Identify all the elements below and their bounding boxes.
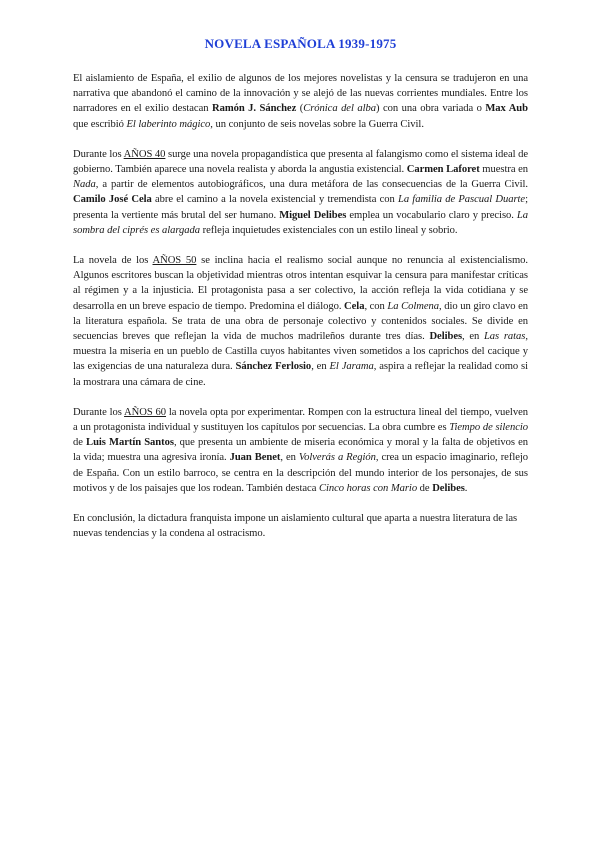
- author-name: Ramón J. Sánchez: [211, 103, 297, 115]
- author-name: Cela: [344, 300, 365, 312]
- text-span: .: [464, 482, 468, 494]
- decade-heading: AÑOS 60: [124, 406, 167, 418]
- text-span: surge una novela propagandística que presenta al falangismo como el sistema ideal de gobierno. También aparece una novela realista y aborda la angustia existencial.: [73, 148, 528, 176]
- author-name: Sánchez Ferlosio: [235, 361, 312, 373]
- text-span: refleja inquietudes existenciales con un estilo lineal y sobrio.: [200, 224, 458, 236]
- author-name: Luis Martín Santos: [86, 437, 174, 449]
- work-title: Nada: [73, 179, 96, 191]
- text-span: , en: [280, 452, 299, 464]
- text-span: El aislamiento de España, el exilio de algunos de los mejores novelistas y la censura se tradujeron en una narrativa que abandonó el camino de la innovación y se alejó de las nuevas corrientes mundiales. Entre los narradores en el exilio destacan: [73, 73, 528, 115]
- paragraph-40s: [73, 147, 528, 238]
- text-span: muestra en: [479, 164, 529, 176]
- document-title: NOVELA ESPAÑOLA 1939-1975: [204, 36, 397, 51]
- text-span: (: [296, 103, 304, 115]
- text-span: , crea un espacio imaginario, reflejo de España. Con un estilo barroco, se centra en la descripción del mundo interior de los personajes, de sus motivos y de los paisajes que los rodean. También destaca: [73, 452, 529, 494]
- text-span: , muestra la miseria en un pueblo de Castilla cuyos habitantes viven sometidos a los caprichos del cacique y las exigencias de una naturaleza dura.: [73, 331, 528, 373]
- paragraph-conclusion: [73, 511, 528, 541]
- paragraph-exile: [73, 71, 528, 132]
- text-span: de: [417, 482, 433, 494]
- author-name: Juan Benet: [229, 452, 281, 464]
- text-span: se inclina hacia el realismo social aunque no renuncia al existencialismo. Algunos escritores buscan la objetividad mientras otros intentan esquivar la censura para manifestar críticas al régimen y a la injusticia. El protagonista pasa a ser colectivo, la acción refleja la vida cotidiana y se desarrolla en un breve espacio de tiempo. Predomina el diálogo.: [73, 255, 528, 312]
- text-span: En conclusión, la dictadura franquista impone un aislamiento cultural que aparta a nuestra literatura de las nuevas tendencias y la condena al ostracismo.: [73, 513, 518, 540]
- author-name: Delibes: [432, 482, 465, 494]
- text-span: abre el camino a la novela existencial y tremendista con: [151, 194, 398, 206]
- author-name: Max Aub: [485, 103, 528, 115]
- work-title: Crónica del alba: [303, 103, 376, 115]
- decade-heading: AÑOS 50: [152, 255, 197, 267]
- work-title: La sombra del ciprés es alargada: [73, 209, 528, 236]
- text-span: Durante los: [73, 406, 125, 418]
- work-title: El Jarama: [329, 361, 374, 373]
- text-span: , dio un giro clavo en la literatura española. Se trata de una obra de personaje colectivo y contenidos sociales. Se divide en secuencias breves que reflejan la vida de muchos madrileños durante tres días.: [73, 300, 528, 343]
- text-span: que escribió: [73, 118, 127, 130]
- paragraph-60s: [73, 405, 528, 496]
- text-span: , a partir de elementos autobiográficos, una dura metáfora de las consecuencias de la Guerra Civil.: [95, 179, 528, 191]
- text-span: , un conjunto de seis novelas sobre la Guerra Civil.: [210, 118, 424, 130]
- text-span: emplea un vocabulario claro y preciso.: [346, 209, 517, 221]
- work-title: Las ratas: [483, 331, 526, 343]
- text-span: de: [73, 437, 87, 449]
- text-span: , aspira a reflejar la realidad como si la mostrara una cámara de cine.: [73, 361, 529, 388]
- paragraph-50s: [73, 253, 528, 390]
- author-name: Carmen Laforet: [406, 164, 480, 176]
- author-name: Camilo José Cela: [73, 194, 152, 206]
- work-title: El laberinto mágico: [126, 118, 211, 130]
- work-title: Cinco horas con Mario: [318, 482, 418, 494]
- text-span: ; presenta la vertiente más brutal del ser humano.: [73, 194, 528, 221]
- author-name: Miguel Delibes: [279, 209, 347, 221]
- work-title: Volverás a Región: [298, 452, 376, 464]
- text-span: , en: [311, 361, 330, 373]
- text-span: , en: [462, 331, 484, 343]
- text-span: La novela de los: [73, 255, 153, 267]
- text-span: , que presenta un ambiente de miseria económica y moral y la falta de objetivos en la vida; muestra una agresiva ironía.: [73, 437, 528, 464]
- work-title: La familia de Pascual Duarte: [397, 194, 526, 206]
- work-title: Tiempo de silencio: [449, 422, 528, 434]
- text-span: la novela opta por experimentar. Rompen con la estructura lineal del tiempo, vuelven a un protagonista individual y sustituyen los capítulos por secuencias. La obra cumbre es: [73, 406, 528, 434]
- work-title: La Colmena: [387, 300, 440, 312]
- decade-heading: AÑOS 40: [123, 148, 166, 160]
- text-span: ) con una obra variada o: [375, 103, 486, 115]
- author-name: Delibes: [429, 331, 463, 343]
- text-span: , con: [364, 300, 388, 312]
- text-span: Durante los: [73, 148, 124, 160]
- document-page: [73, 36, 528, 556]
